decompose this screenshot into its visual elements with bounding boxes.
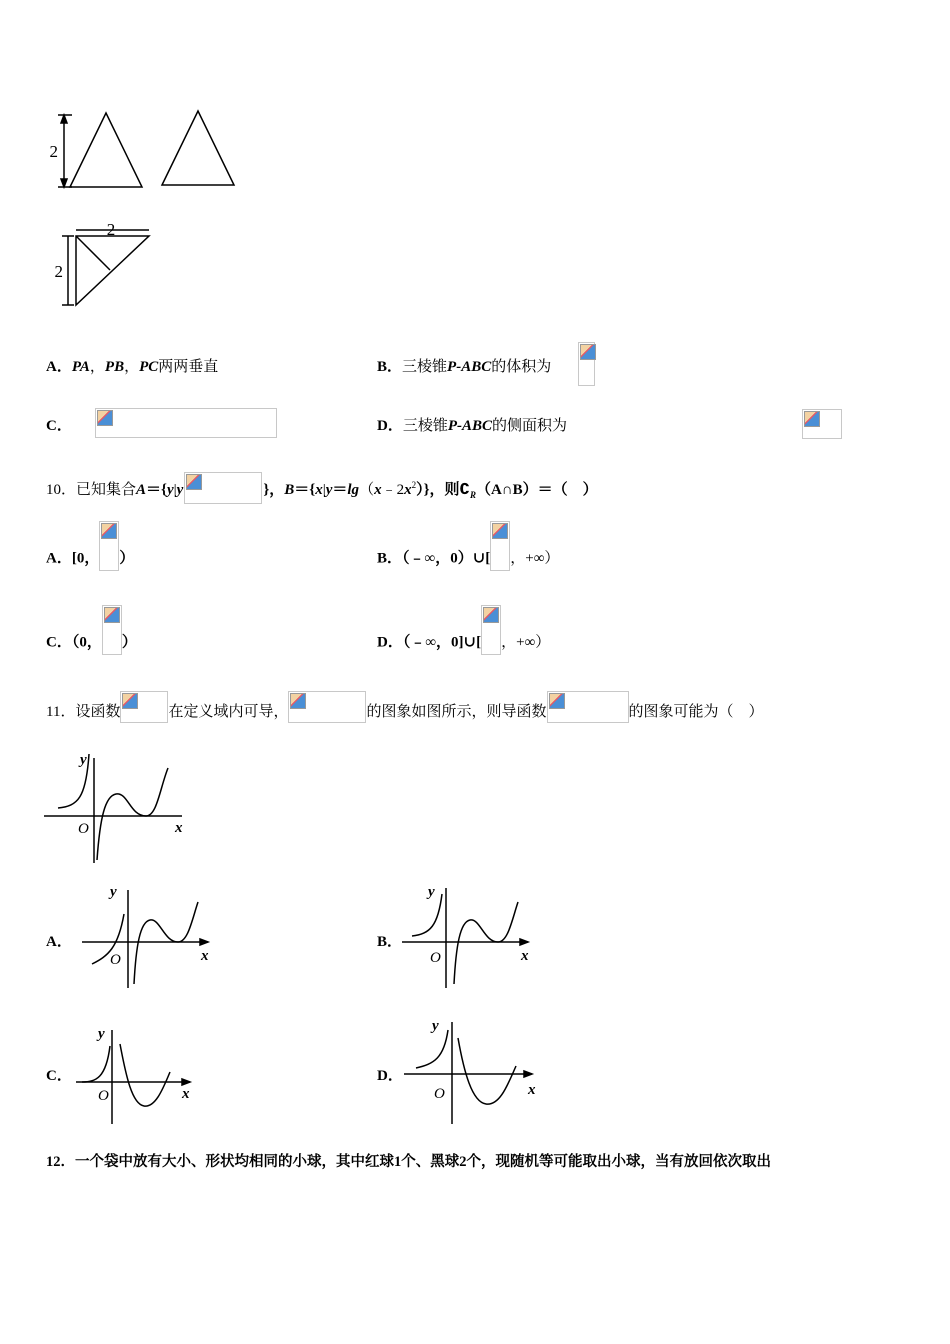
formula-image-placeholder xyxy=(120,691,168,723)
formula-image-placeholder xyxy=(802,409,842,439)
question-number: 11． xyxy=(46,704,76,720)
math-pabc: P-ABC xyxy=(447,359,492,375)
x-axis-label: x xyxy=(521,948,529,964)
stem-text: 在定义域内可导， xyxy=(168,704,289,720)
math-x: x xyxy=(315,482,323,498)
q11-option-d xyxy=(377,1066,403,1086)
stem-text: 已知集合 xyxy=(76,482,137,498)
math-a: A xyxy=(136,482,147,498)
option-text: [0， xyxy=(71,550,100,567)
x-axis-label: x xyxy=(528,1082,536,1098)
q10-option-d xyxy=(377,631,550,655)
math-lg: lg xyxy=(347,482,360,498)
math-y: y xyxy=(176,482,184,498)
stem-text: ）}，则 xyxy=(416,482,460,498)
math-x: x xyxy=(404,482,412,498)
origin-label: O xyxy=(78,821,89,837)
option-letter: D． xyxy=(377,418,403,434)
option-letter: A． xyxy=(46,934,72,950)
stem-text: 一个袋中放有大小、形状均相同的小球，其中红球1个、黑球2个，现随机等可能取出小球，当有放回依次取出 xyxy=(75,1154,771,1170)
q9-option-d xyxy=(377,416,567,436)
option-text: （0， xyxy=(71,634,102,651)
sep: ， xyxy=(124,359,140,375)
x-axis-label: x xyxy=(201,948,209,964)
formula-image-placeholder xyxy=(102,605,122,655)
q10-stem xyxy=(46,475,598,505)
q9-option-a xyxy=(46,357,218,377)
option-text: 的侧面积为 xyxy=(492,418,568,434)
option-text: 三棱锥 xyxy=(402,418,448,434)
option-text: 三棱锥 xyxy=(402,359,448,375)
x-axis-label: x xyxy=(182,1086,190,1102)
question-number: 10． xyxy=(46,482,77,498)
math-sym: ﹣2 xyxy=(381,482,405,498)
math-y: y xyxy=(166,482,174,498)
q11-option-c xyxy=(46,1066,72,1086)
option-letter: B． xyxy=(377,550,403,567)
option-text: 的体积为 xyxy=(491,359,552,375)
math-sym: ＝{ xyxy=(294,482,316,498)
formula-image-placeholder xyxy=(578,342,595,386)
question-number: 12． xyxy=(46,1154,75,1170)
math-x: x xyxy=(374,482,382,498)
stem-text: （A∩B）＝（ ） xyxy=(475,482,598,498)
top-view xyxy=(62,230,149,305)
math-pabc: P-ABC xyxy=(447,418,493,434)
formula-image-placeholder xyxy=(99,521,119,571)
formula-image-placeholder xyxy=(184,472,262,504)
math-sym: ＝{ xyxy=(146,482,167,498)
top-view-width-label: 2 xyxy=(106,220,116,239)
q10-option-c xyxy=(46,631,137,655)
option-text: （﹣∞，0]∪[ xyxy=(402,634,482,651)
q11-stem xyxy=(46,702,764,723)
x-axis-label: x xyxy=(175,820,183,836)
math-y: y xyxy=(325,482,333,498)
front-view xyxy=(58,113,142,187)
q11-option-b-graph xyxy=(400,880,540,992)
formula-image-placeholder xyxy=(490,521,510,571)
option-text: ，+∞） xyxy=(510,550,560,567)
option-letter: C． xyxy=(46,634,72,651)
math-sym: ＝ xyxy=(332,482,348,498)
q9-option-c xyxy=(46,416,72,436)
front-view-dim-label: 2 xyxy=(50,142,58,161)
q9-option-b xyxy=(377,357,551,377)
option-letter: A． xyxy=(46,550,72,567)
math-pc: PC xyxy=(139,359,159,375)
option-text: 两两垂直 xyxy=(158,359,219,375)
sep: ， xyxy=(89,359,105,375)
q11-option-d-graph xyxy=(402,1012,547,1128)
option-text: ） xyxy=(121,634,137,651)
y-axis-label: y xyxy=(80,752,87,768)
origin-label: O xyxy=(98,1088,109,1104)
formula-image-placeholder xyxy=(288,691,366,723)
q12-stem xyxy=(46,1152,771,1172)
option-text: （﹣∞，0）∪[ xyxy=(402,550,491,567)
q11-function-graph xyxy=(42,748,192,866)
y-axis-label: y xyxy=(98,1026,105,1042)
option-text: ） xyxy=(119,550,135,567)
q11-option-a-graph xyxy=(80,880,220,992)
formula-image-placeholder xyxy=(481,605,501,655)
math-exp: 2 xyxy=(411,480,417,490)
option-text: ，+∞） xyxy=(501,634,551,651)
q11-option-c-graph xyxy=(74,1020,204,1130)
option-letter: D． xyxy=(377,1068,403,1084)
origin-label: O xyxy=(110,952,121,968)
formula-image-placeholder xyxy=(95,408,277,438)
option-letter: D． xyxy=(377,634,403,651)
origin-label: O xyxy=(434,1086,445,1102)
q10-option-b xyxy=(377,547,559,571)
math-sym: }， xyxy=(263,482,285,498)
complement-symbol: ∁ xyxy=(459,480,470,498)
math-b: B xyxy=(284,482,295,498)
option-letter: C． xyxy=(46,1068,72,1084)
three-view-figure xyxy=(50,105,250,315)
math-sym: | xyxy=(322,482,326,498)
side-view xyxy=(162,111,234,185)
math-pb: PB xyxy=(104,359,125,375)
y-axis-label: y xyxy=(432,1018,439,1034)
math-sym: | xyxy=(173,482,177,498)
math-sym: （ xyxy=(359,482,375,498)
y-axis-label: y xyxy=(428,884,435,900)
top-view-height-label: 2 xyxy=(54,262,63,281)
option-letter: A． xyxy=(46,359,72,375)
stem-text: 的图象可能为（ ） xyxy=(628,704,764,720)
option-letter: B． xyxy=(377,359,403,375)
math-r: R xyxy=(469,490,476,500)
math-pa: PA xyxy=(71,359,90,375)
q11-option-a xyxy=(46,932,72,952)
y-axis-label: y xyxy=(110,884,117,900)
q10-option-a xyxy=(46,547,134,571)
q11-option-b xyxy=(377,932,402,952)
origin-label: O xyxy=(430,950,441,966)
stem-text: 的图象如图所示，则导函数 xyxy=(366,704,547,720)
option-letter: B． xyxy=(377,934,403,950)
stem-text: 设函数 xyxy=(75,704,121,720)
option-letter: C． xyxy=(46,418,72,434)
formula-image-placeholder xyxy=(547,691,629,723)
